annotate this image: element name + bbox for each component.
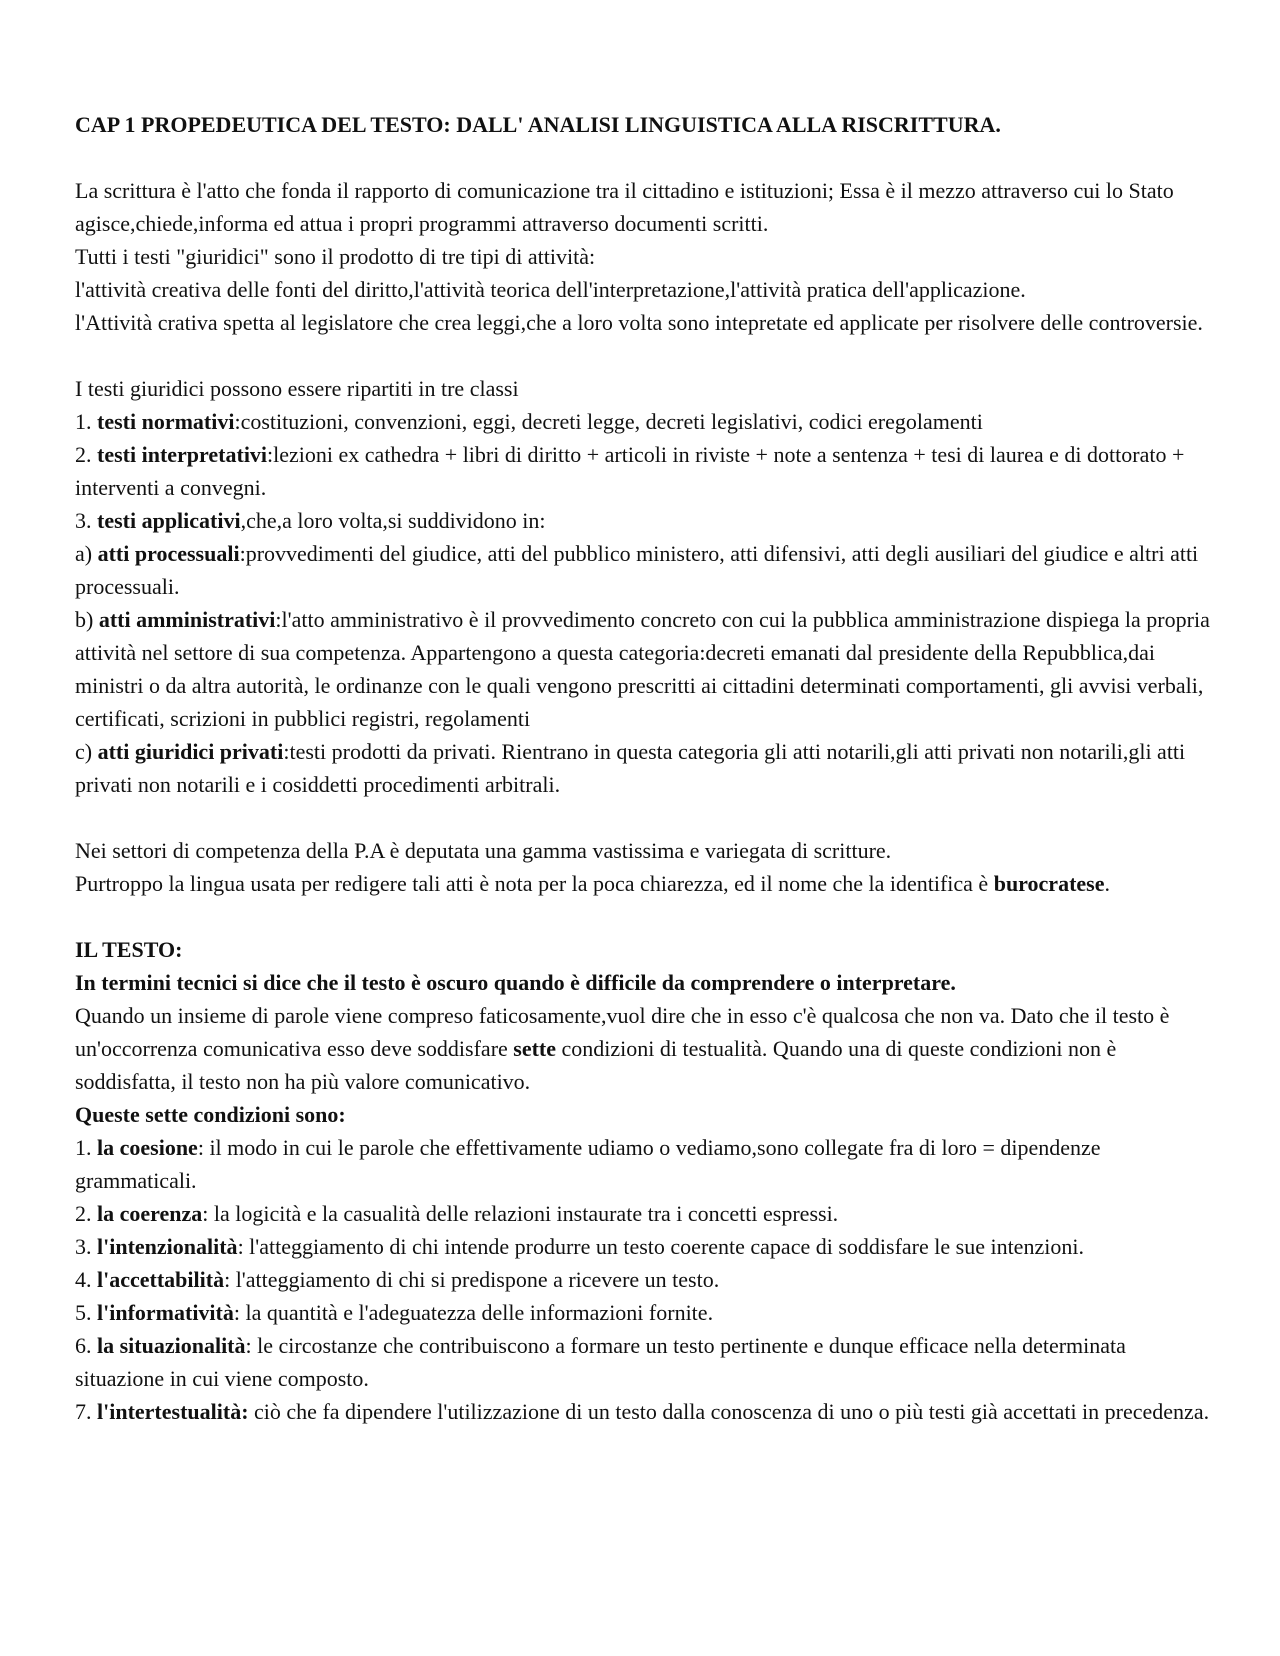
class-text: :lezioni ex cathedra + libri di diritto + articoli in riviste + note a sentenza + tesi di laurea e di dottorato + interventi a convegni. <box>75 442 1185 500</box>
subclass-item-privati <box>75 735 1215 801</box>
document-page <box>75 108 1215 1428</box>
condition-number: 7. <box>75 1399 92 1424</box>
condition-term: l'intenzionalità <box>97 1234 238 1259</box>
condition-item <box>75 1197 1215 1230</box>
classes-intro: I testi giuridici possono essere ripartiti in tre classi <box>75 376 519 401</box>
condition-text: ciò che fa dipendere l'utilizzazione di un testo dalla conoscenza di uno o più testi già accettati in precedenza. <box>248 1399 1210 1424</box>
condition-text: : l'atteggiamento di chi intende produrre un testo coerente capace di soddisfare le sue intenzioni. <box>237 1234 1084 1259</box>
spacer <box>75 801 1215 834</box>
condition-text: : le circostanze che contribuiscono a formare un testo pertinente e dunque efficace nella determinata situazione in cui viene composto. <box>75 1333 1126 1391</box>
condition-item <box>75 1263 1215 1296</box>
condition-item <box>75 1131 1215 1197</box>
testo-text-a: Quando un insieme di parole viene compreso faticosamente,vuol dire che in esso c'è qualcosa che non va. Dato che il testo è un'occorrenza comunicativa esso deve soddisfare <box>75 1003 1170 1061</box>
condition-term: l'intertestualità: <box>97 1399 249 1424</box>
condition-text: : la logicità e la casualità delle relazioni instaurate tra i concetti espressi. <box>202 1201 839 1226</box>
class-term: testi interpretativi <box>97 442 268 467</box>
intro-paragraph-4: l'Attività crativa spetta al legislatore che crea leggi,che a loro volta sono intepretate ed applicate per risolvere delle controversie. <box>75 310 1203 335</box>
condition-text: : il modo in cui le parole che effettivamente udiamo o vediamo,sono collegate fra di loro = dipendenze grammaticali. <box>75 1135 1101 1193</box>
spacer <box>75 339 1215 372</box>
condition-number: 3. <box>75 1234 92 1259</box>
condition-text: : l'atteggiamento di chi si predispone a ricevere un testo. <box>224 1267 720 1292</box>
testo-term: sette <box>513 1036 557 1061</box>
pa-paragraph-1: Nei settori di competenza della P.A è deputata una gamma vastissima e variegata di scritture. <box>75 838 892 863</box>
class-number: 2. <box>75 442 92 467</box>
subclass-term: atti processuali <box>97 541 240 566</box>
section-bold-statement: In termini tecnici si dice che il testo è oscuro quando è difficile da comprendere o interpretare. <box>75 970 956 995</box>
spacer <box>75 141 1215 174</box>
subclass-text: :l'atto amministrativo è il provvedimento concreto con cui la pubblica amministrazione dispiega la propria attività nel settore di sua competenza. Appartengono a questa categoria:decreti emanati dal presidente della Repubblica,dai ministri o da altra autorità, le ordinanze con le quali vengono prescritti ai cittadini determinati comportamenti, gli avvisi verbali, certificati, scrizioni in pubblici registri, regolamenti <box>75 607 1210 731</box>
class-item-normativi <box>75 405 1215 438</box>
pa-term: burocratese <box>993 871 1105 896</box>
condition-term: la coesione <box>97 1135 198 1160</box>
condition-text: : la quantità e l'adeguatezza delle informazioni fornite. <box>233 1300 714 1325</box>
subclass-letter: b) <box>75 607 94 632</box>
subclass-item-amministrativi <box>75 603 1215 735</box>
intro-paragraph-1: La scrittura è l'atto che fonda il rapporto di comunicazione tra il cittadino e istituzioni; Essa è il mezzo attraverso cui lo Stato agisce,chiede,informa ed attua i propri programmi attraverso documenti scritti. <box>75 178 1174 236</box>
intro-paragraph-3: l'attività creativa delle fonti del diritto,l'attività teorica dell'interpretazione,l'attività pratica dell'applicazione. <box>75 277 1026 302</box>
condition-number: 2. <box>75 1201 92 1226</box>
pa-paragraph-2 <box>75 867 1215 900</box>
condition-number: 5. <box>75 1300 92 1325</box>
section-heading: IL TESTO: <box>75 937 183 962</box>
intro-paragraph-2: Tutti i testi "giuridici" sono il prodotto di tre tipi di attività: <box>75 244 596 269</box>
subclass-letter: a) <box>75 541 93 566</box>
pa-end: . <box>1104 871 1110 896</box>
class-term: testi normativi <box>97 409 235 434</box>
class-number: 1. <box>75 409 92 434</box>
testo-text-b: condizioni di testualità. Quando una di queste condizioni non è soddisfatta, il testo non ha più valore comunicativo. <box>75 1036 1117 1094</box>
class-item-applicativi <box>75 504 1215 537</box>
class-term: testi applicativi <box>97 508 241 533</box>
document-title: CAP 1 PROPEDEUTICA DEL TESTO: DALL' ANALISI LINGUISTICA ALLA RISCRITTURA. <box>75 112 1001 137</box>
condition-item <box>75 1296 1215 1329</box>
subclass-item-processuali <box>75 537 1215 603</box>
class-text: ,che,a loro volta,si suddividono in: <box>240 508 546 533</box>
class-number: 3. <box>75 508 92 533</box>
subclass-letter: c) <box>75 739 93 764</box>
condition-number: 4. <box>75 1267 92 1292</box>
condition-number: 6. <box>75 1333 92 1358</box>
condition-item <box>75 1230 1215 1263</box>
class-item-interpretativi <box>75 438 1215 504</box>
conditions-heading: Queste sette condizioni sono: <box>75 1102 346 1127</box>
condition-term: l'accettabilità <box>97 1267 225 1292</box>
class-text: :costituzioni, convenzioni, eggi, decreti legge, decreti legislativi, codici eregolamenti <box>234 409 983 434</box>
subclass-term: atti giuridici privati <box>97 739 284 764</box>
subclass-text: :provvedimenti del giudice, atti del pubblico ministero, atti difensivi, atti degli ausiliari del giudice e altri atti processuali. <box>75 541 1199 599</box>
testo-paragraph <box>75 999 1215 1098</box>
subclass-term: atti amministrativi <box>98 607 276 632</box>
subclass-text: :testi prodotti da privati. Rientrano in questa categoria gli atti notarili,gli atti privati non notarili,gli atti privati non notarili e i cosiddetti procedimenti arbitrali. <box>75 739 1186 797</box>
condition-term: la situazionalità <box>97 1333 246 1358</box>
pa-text: Purtroppo la lingua usata per redigere tali atti è nota per la poca chiarezza, ed il nome che la identifica è <box>75 871 989 896</box>
condition-item <box>75 1395 1215 1428</box>
condition-item <box>75 1329 1215 1395</box>
condition-number: 1. <box>75 1135 92 1160</box>
spacer <box>75 900 1215 933</box>
condition-term: l'informatività <box>97 1300 234 1325</box>
condition-term: la coerenza <box>97 1201 203 1226</box>
